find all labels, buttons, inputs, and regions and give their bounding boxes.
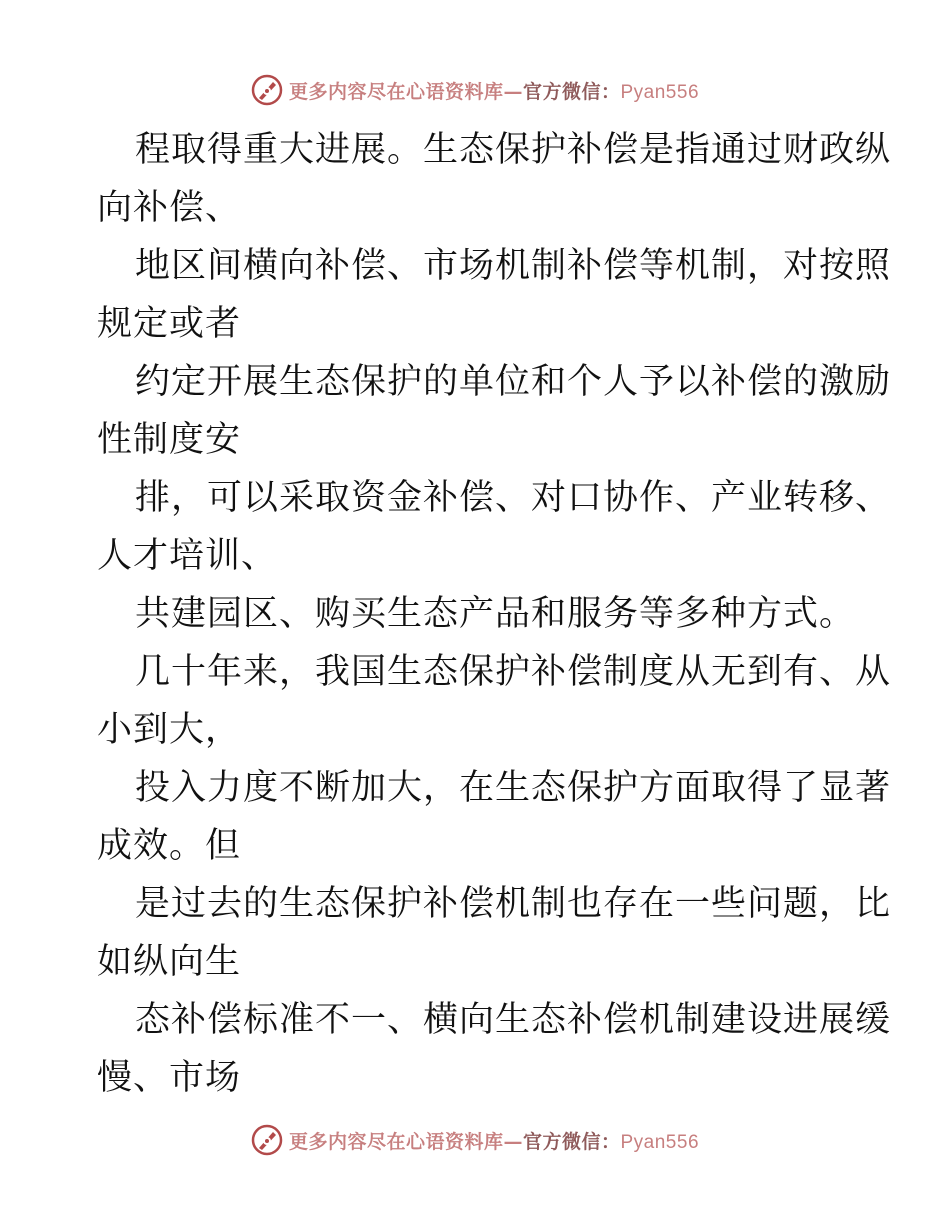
quill-logo-icon [251, 74, 283, 106]
text-line: 是过去的生态保护补偿机制也存在一些问题，比 [135, 884, 892, 924]
document-body [97, 121, 892, 1107]
text-line: 约定开展生态保护的单位和个人予以补偿的激励 [135, 362, 892, 402]
text-line: 如纵向生 [97, 942, 242, 982]
text-line: 向补偿、 [97, 188, 242, 228]
header-brand: 更多内容尽在心语资料库 [288, 80, 504, 103]
footer-wechat-id: Pyan556 [620, 1131, 700, 1153]
text-line: 性制度安 [97, 420, 242, 460]
header-dash: — [503, 80, 523, 103]
text-line: 慢、市场 [97, 1058, 242, 1098]
text-line: 态补偿标准不一、横向生态补偿机制建设进展缓 [135, 1000, 892, 1040]
footer-text [289, 1127, 699, 1154]
footer-wechat-label: 官方微信： [522, 1130, 621, 1153]
header-wechat-label: 官方微信： [522, 80, 621, 103]
text-line: 排，可以采取资金补偿、对口协作、产业转移、 [135, 478, 892, 518]
footer-dash: — [503, 1130, 523, 1153]
text-line: 规定或者 [97, 304, 242, 344]
text-line: 人才培训、 [97, 536, 278, 576]
header-wechat-id: Pyan556 [620, 81, 700, 103]
text-line: 共建园区、购买生态产品和服务等多种方式。 [135, 594, 856, 634]
header-text [289, 77, 699, 104]
header-banner [0, 70, 950, 110]
text-line: 投入力度不断加大，在生态保护方面取得了显著 [135, 768, 892, 808]
footer-banner [0, 1120, 950, 1160]
text-line: 地区间横向补偿、市场机制补偿等机制，对按照 [135, 246, 892, 286]
footer-brand: 更多内容尽在心语资料库 [288, 1130, 504, 1153]
text-line: 成效。但 [97, 826, 242, 866]
text-line: 几十年来，我国生态保护补偿制度从无到有、从 [135, 652, 892, 692]
text-line: 小到大， [97, 710, 242, 750]
text-line: 程取得重大进展。生态保护补偿是指通过财政纵 [135, 130, 892, 170]
quill-logo-icon [251, 1124, 283, 1156]
